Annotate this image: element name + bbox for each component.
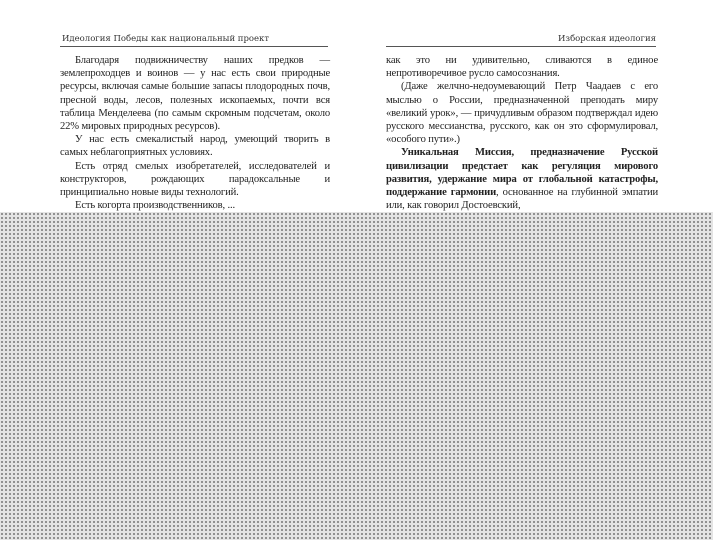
header-rule xyxy=(386,46,656,47)
paragraph-bold xyxy=(386,146,658,212)
paragraph-rest: , основанное на глубинной эмпатии или, как говорил Достоевский, xyxy=(386,187,659,212)
right-page-text xyxy=(386,54,658,212)
paragraph: как это ни удивительно, сливаются в единое непротиворечивое русло самосознания. xyxy=(386,55,658,80)
running-header-left: Идеология Победы как национальный проект xyxy=(62,34,270,44)
bold-text: Уникальная Миссия, предназначение Русской цивилизации предстает как регуляция мирового развития, удержание мира от глобальной катастрофы, поддержание гармонии xyxy=(386,147,658,199)
dotted-mask-overlay xyxy=(0,212,713,540)
paragraph: (Даже желчно-недоумевающий Петр Чаадаев с его мыслью о России, предназначенной преподать миру «великий урок», — причудливым образом подтверждал идею русского мессианства, русского, как он это сформулировал, «особого пути».) xyxy=(386,81,658,146)
paragraph: Благодаря подвижничеству наших предков — землепроходцев и воинов — у нас есть свои природные ресурсы, включая самые большие запасы плодородных почв, пресной воды, лесов, полезных ископаемых, почти вся таблица Менделеева (по самым скромным подсчетам, около 22% мировых природных ресурсов). xyxy=(60,55,330,133)
paragraph: У нас есть смекалистый народ, умеющий творить в самых неблагоприятных условиях. xyxy=(60,134,330,159)
header-rule xyxy=(60,46,328,47)
running-header-right: Изборская идеология xyxy=(558,34,656,44)
paragraph: Есть отряд смелых изобретателей, исследователей и конструкторов, рождающих парадоксальные и принципиально новые виды технологий. xyxy=(60,160,330,199)
left-page-text xyxy=(60,54,330,212)
paragraph: Есть когорта производственников, ... xyxy=(75,200,235,212)
